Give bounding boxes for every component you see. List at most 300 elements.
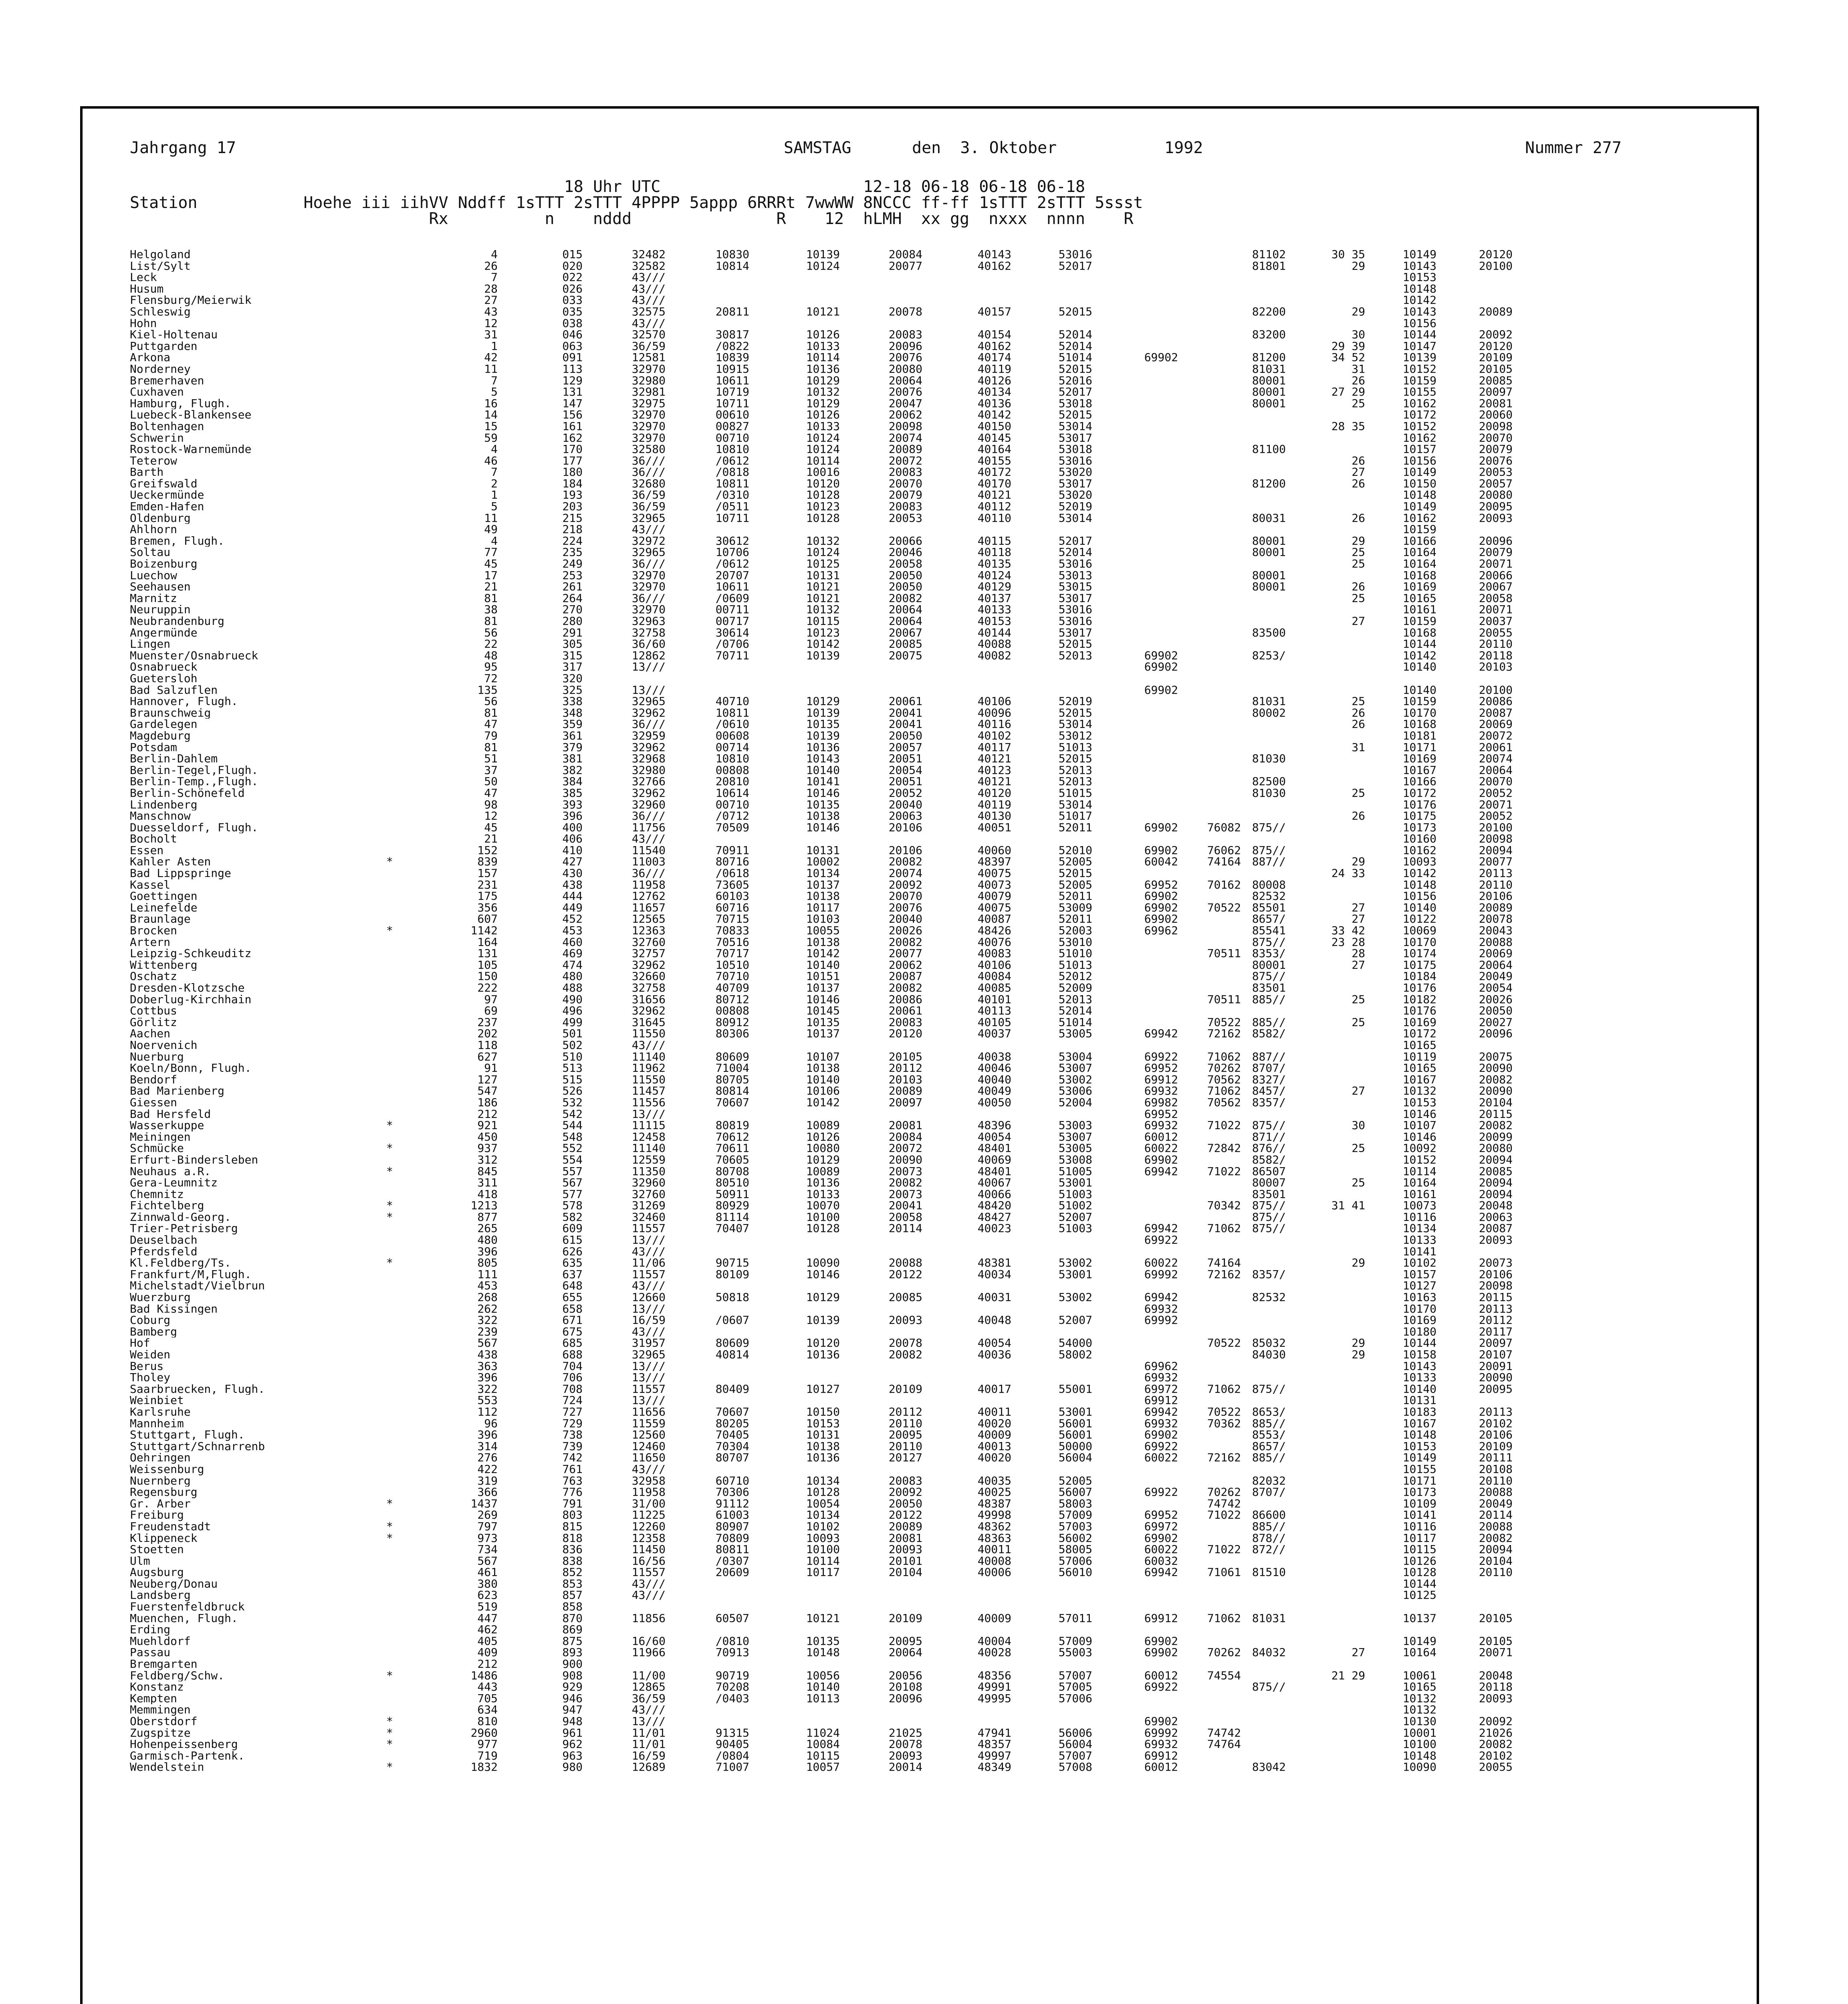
cell-hoehe: 47 xyxy=(484,719,498,730)
cell-flag xyxy=(386,1303,456,1315)
cell-iihvv: 32958 xyxy=(631,1475,666,1487)
cell-ff-ff xyxy=(1291,753,1370,765)
cell-hoehe: 97 xyxy=(484,994,498,1006)
cell-min2sttt: 20100 xyxy=(1479,684,1513,696)
cell-7wwww: 70262 xyxy=(1207,1063,1241,1074)
cell-max1sttt: 10149 xyxy=(1402,1452,1436,1464)
cell-station: Nuerburg xyxy=(130,1051,184,1063)
cell-min2sttt: 20094 xyxy=(1479,1188,1513,1200)
cell-max1sttt: 10146 xyxy=(1402,1108,1436,1120)
cell-nddff: /0618 xyxy=(715,868,749,879)
cell-1sttt: 10146 xyxy=(806,822,840,834)
table-row xyxy=(130,467,1713,478)
table-row xyxy=(130,1533,1713,1544)
cell-hoehe: 47 xyxy=(484,787,498,799)
cell-6rrrt: 69992 xyxy=(1144,1315,1178,1326)
cell-hoehe: 105 xyxy=(477,959,498,971)
cell-flag xyxy=(386,822,456,834)
cell-8nccc xyxy=(1246,868,1291,879)
cell-8nccc: 81510 xyxy=(1252,1567,1286,1578)
cell-max1sttt: 10116 xyxy=(1402,1521,1436,1533)
cell-2sttt: 20064 xyxy=(888,375,922,387)
cell-max1sttt: 10102 xyxy=(1402,1257,1436,1269)
cell-4pppp: 40036 xyxy=(977,1349,1011,1361)
table-row xyxy=(130,513,1713,524)
cell-iii: 853 xyxy=(562,1578,583,1590)
cell-flag xyxy=(386,868,456,879)
cell-hoehe: 12 xyxy=(484,317,498,329)
cell-min2sttt: 20104 xyxy=(1479,1097,1513,1109)
cell-hoehe: 607 xyxy=(477,913,498,925)
cell-6rrrt xyxy=(1097,616,1183,627)
cell-7wwww xyxy=(1183,960,1246,971)
cell-iihvv: 36/// xyxy=(631,868,666,879)
cell-iihvv: 11/01 xyxy=(631,1727,666,1739)
cell-1sttt: 10114 xyxy=(806,455,840,467)
cell-iihvv: 36/// xyxy=(631,467,666,478)
cell-7wwww xyxy=(1183,1280,1246,1292)
table-row xyxy=(130,845,1713,857)
cell-7wwww xyxy=(1183,1636,1246,1647)
cell-6rrrt xyxy=(1097,696,1183,707)
cell-1sttt: 10056 xyxy=(806,1670,840,1682)
cell-7wwww: 71062 xyxy=(1207,1223,1241,1235)
cell-6rrrt xyxy=(1097,272,1183,283)
cell-hoehe: 16 xyxy=(484,398,498,410)
cell-iihvv: 12559 xyxy=(631,1154,666,1166)
cell-min2sttt: 20082 xyxy=(1479,1532,1513,1544)
cell-4pppp xyxy=(927,673,1016,685)
cell-nddff: 70405 xyxy=(715,1429,749,1441)
cell-5appp: 53017 xyxy=(1058,592,1092,604)
cell-1sttt: 10129 xyxy=(806,696,840,707)
table-row xyxy=(130,581,1713,593)
cell-max1sttt: 10169 xyxy=(1402,1315,1436,1326)
cell-6rrrt xyxy=(1097,329,1183,341)
cell-1sttt: 10139 xyxy=(806,707,840,719)
cell-2sttt: 20080 xyxy=(888,363,922,375)
cell-flag xyxy=(386,810,456,822)
cell-flag xyxy=(386,501,456,513)
cell-5appp: 52015 xyxy=(1058,638,1092,650)
cell-max1sttt: 10159 xyxy=(1402,616,1436,627)
cell-nddff xyxy=(670,661,754,673)
cell-min2sttt xyxy=(1441,524,1517,535)
cell-iihvv: 32970 xyxy=(631,581,666,593)
cell-iihvv: 11958 xyxy=(631,879,666,891)
cell-ff-ff: 27 29 xyxy=(1331,386,1365,398)
cell-nddff: 10614 xyxy=(715,787,749,799)
cell-hoehe: 450 xyxy=(477,1131,498,1143)
cell-nddff: 00808 xyxy=(715,1005,749,1017)
cell-6rrrt xyxy=(1097,673,1183,685)
cell-hoehe: 322 xyxy=(477,1315,498,1326)
cell-nddff: 80705 xyxy=(715,1074,749,1086)
cell-7wwww: 70262 xyxy=(1207,1487,1241,1498)
cell-7wwww: 71062 xyxy=(1207,1051,1241,1063)
cell-7wwww xyxy=(1183,535,1246,547)
cell-nddff: 80306 xyxy=(715,1028,749,1040)
cell-8nccc xyxy=(1246,1556,1291,1567)
table-row xyxy=(130,272,1713,283)
cell-nddff: 70911 xyxy=(715,844,749,857)
cell-hoehe: 127 xyxy=(477,1074,498,1086)
cell-hoehe: 269 xyxy=(477,1509,498,1521)
cell-5appp: 57006 xyxy=(1058,1555,1092,1567)
cell-iii: 685 xyxy=(562,1337,583,1349)
cell-station: Arkona xyxy=(130,352,171,364)
cell-8nccc xyxy=(1246,467,1291,478)
cell-iihvv xyxy=(587,1624,670,1636)
cell-flag xyxy=(386,638,456,650)
cell-min2sttt: 20095 xyxy=(1479,1383,1513,1395)
cell-iii: 177 xyxy=(562,455,583,467)
cell-7wwww: 70342 xyxy=(1207,1200,1241,1212)
cell-8nccc xyxy=(1246,1704,1291,1716)
cell-ff-ff: 29 xyxy=(1352,856,1365,868)
cell-7wwww xyxy=(1183,455,1246,467)
cell-iii: 396 xyxy=(562,810,583,822)
cell-min2sttt: 20071 xyxy=(1479,604,1513,616)
cell-iii: 688 xyxy=(562,1349,583,1361)
cell-7wwww: 70362 xyxy=(1207,1418,1241,1430)
table-row xyxy=(130,1017,1713,1028)
table-row xyxy=(130,1234,1713,1246)
cell-max1sttt: 10125 xyxy=(1402,1590,1436,1602)
cell-4pppp: 40142 xyxy=(977,409,1011,421)
cell-nddff: 10830 xyxy=(715,249,749,261)
cell-iihvv: 32960 xyxy=(631,799,666,811)
cell-nddff xyxy=(670,1109,754,1120)
cell-hoehe: 42 xyxy=(484,352,498,364)
cell-station: Wuerzburg xyxy=(130,1292,191,1303)
cell-4pppp: 40088 xyxy=(977,638,1011,650)
cell-iihvv: 32482 xyxy=(631,249,666,261)
cell-1sttt: 10131 xyxy=(806,570,840,582)
table-row xyxy=(130,1337,1713,1349)
cell-station: Ueckermünde xyxy=(130,489,204,501)
cell-4pppp: 40115 xyxy=(977,535,1011,547)
table-row xyxy=(130,730,1713,742)
cell-8nccc: 885// xyxy=(1252,1016,1286,1028)
cell-station: Wittenberg xyxy=(130,959,198,971)
cell-6rrrt: 60022 xyxy=(1144,1544,1178,1556)
cell-iihvv: 32968 xyxy=(631,753,666,765)
cell-5appp xyxy=(1016,1601,1097,1613)
table-row xyxy=(130,673,1713,685)
cell-6rrrt: 60012 xyxy=(1144,1131,1178,1143)
cell-8nccc xyxy=(1246,1303,1291,1315)
cell-nddff: 80409 xyxy=(715,1383,749,1395)
cell-iii: 671 xyxy=(562,1315,583,1326)
cell-8nccc xyxy=(1246,1040,1291,1051)
cell-max1sttt: 10170 xyxy=(1402,936,1436,948)
cell-2sttt: 20057 xyxy=(888,741,922,754)
cell-1sttt: 10115 xyxy=(806,616,840,627)
cell-2sttt: 20061 xyxy=(888,1005,922,1017)
cell-2sttt: 20097 xyxy=(888,1097,922,1109)
cell-2sttt: 20050 xyxy=(888,570,922,582)
cell-nddff: 00710 xyxy=(715,799,749,811)
cell-2sttt xyxy=(845,1303,927,1315)
cell-2sttt xyxy=(845,295,927,306)
cell-ff-ff: 29 39 xyxy=(1331,340,1365,352)
cell-min2sttt: 20110 xyxy=(1479,879,1513,891)
cell-4pppp: 40112 xyxy=(977,501,1011,513)
cell-max1sttt: 10167 xyxy=(1402,1074,1436,1086)
cell-ff-ff xyxy=(1291,1578,1370,1590)
cell-min2sttt: 20109 xyxy=(1479,1440,1513,1452)
cell-nddff: 50911 xyxy=(715,1188,749,1200)
cell-iihvv: 13/// xyxy=(631,1303,666,1315)
cell-ff-ff xyxy=(1291,1303,1370,1315)
cell-ff-ff xyxy=(1291,604,1370,616)
cell-7wwww xyxy=(1183,1315,1246,1326)
table-row xyxy=(130,1085,1713,1097)
cell-iii: 557 xyxy=(562,1166,583,1178)
cell-station: Fuerstenfeldbruck xyxy=(130,1601,245,1613)
cell-flag xyxy=(386,696,456,707)
cell-iii: 449 xyxy=(562,902,583,914)
cell-flag xyxy=(386,1441,456,1452)
cell-8nccc xyxy=(1246,421,1291,432)
cell-2sttt: 20089 xyxy=(888,1085,922,1097)
cell-station: Berlin-Schönefeld xyxy=(130,787,245,799)
cell-station: Magdeburg xyxy=(130,730,191,742)
cell-hoehe: 21 xyxy=(484,581,498,593)
cell-2sttt xyxy=(845,661,927,673)
cell-8nccc xyxy=(1246,1750,1291,1762)
cell-station: Giessen xyxy=(130,1097,178,1109)
cell-iii: 738 xyxy=(562,1429,583,1441)
cell-ff-ff xyxy=(1291,1681,1370,1693)
cell-6rrrt xyxy=(1097,604,1183,616)
table-row xyxy=(130,409,1713,421)
cell-1sttt: 10133 xyxy=(806,340,840,352)
cell-1sttt: 10131 xyxy=(806,1429,840,1441)
cell-5appp xyxy=(1016,1280,1097,1292)
cell-nddff: 40710 xyxy=(715,696,749,707)
cell-ff-ff: 34 52 xyxy=(1331,352,1365,364)
table-row xyxy=(130,386,1713,398)
cell-6rrrt: 69932 xyxy=(1144,1739,1178,1750)
cell-min2sttt: 20092 xyxy=(1479,329,1513,341)
cell-2sttt: 20050 xyxy=(888,581,922,593)
cell-4pppp xyxy=(927,1361,1016,1372)
cell-2sttt: 20081 xyxy=(888,1532,922,1544)
cell-4pppp xyxy=(927,1280,1016,1292)
cell-1sttt: 10135 xyxy=(806,1016,840,1028)
cell-flag xyxy=(386,1315,456,1326)
cell-7wwww xyxy=(1183,306,1246,318)
cell-6rrrt: 69902 xyxy=(1144,1532,1178,1544)
table-row xyxy=(130,1257,1713,1269)
cell-ff-ff: 30 xyxy=(1352,1120,1365,1131)
cell-min2sttt: 20086 xyxy=(1479,696,1513,707)
cell-6rrrt: 69912 xyxy=(1144,1395,1178,1406)
cell-hoehe: 4 xyxy=(491,444,498,455)
cell-2sttt xyxy=(845,1234,927,1246)
cell-flag xyxy=(386,558,456,570)
cell-min2sttt: 20100 xyxy=(1479,822,1513,834)
cell-max1sttt: 10153 xyxy=(1402,1097,1436,1109)
cell-7wwww xyxy=(1183,753,1246,765)
cell-station: Boltenhagen xyxy=(130,420,204,432)
cell-8nccc xyxy=(1246,1246,1291,1258)
cell-ff-ff: 26 xyxy=(1352,810,1365,822)
cell-ff-ff: 29 xyxy=(1352,306,1365,318)
cell-5appp: 53014 xyxy=(1058,719,1092,730)
cell-7wwww xyxy=(1183,1349,1246,1361)
cell-min2sttt: 20105 xyxy=(1479,1612,1513,1624)
cell-station: Weissenburg xyxy=(130,1463,204,1475)
cell-nddff: /0822 xyxy=(715,340,749,352)
cell-hoehe: 322 xyxy=(477,1383,498,1395)
cell-min2sttt: 20109 xyxy=(1479,352,1513,364)
cell-8nccc xyxy=(1246,409,1291,421)
cell-min2sttt: 20096 xyxy=(1479,1028,1513,1040)
cell-hoehe: 22 xyxy=(484,638,498,650)
cell-5appp: 57003 xyxy=(1058,1521,1092,1533)
cell-1sttt: 10146 xyxy=(806,1269,840,1281)
cell-ff-ff xyxy=(1291,1693,1370,1705)
cell-min2sttt: 20055 xyxy=(1479,627,1513,639)
cell-7wwww: 71062 xyxy=(1207,1612,1241,1624)
cell-ff-ff xyxy=(1291,1613,1370,1624)
cell-4pppp: 40155 xyxy=(977,455,1011,467)
cell-max1sttt: 10173 xyxy=(1402,822,1436,834)
cell-flag: * xyxy=(386,1670,393,1682)
cell-max1sttt: 10144 xyxy=(1402,329,1436,341)
cell-4pppp: 40143 xyxy=(977,249,1011,261)
table-row xyxy=(130,1487,1713,1498)
cell-hoehe: 1486 xyxy=(470,1670,498,1682)
cell-iihvv: 32760 xyxy=(631,1188,666,1200)
cell-hoehe: 96 xyxy=(484,1418,498,1430)
cell-nddff xyxy=(670,1372,754,1384)
cell-8nccc: 8253/ xyxy=(1252,650,1286,662)
cell-min2sttt: 20074 xyxy=(1479,753,1513,765)
cell-max1sttt: 10143 xyxy=(1402,306,1436,318)
cell-2sttt: 20082 xyxy=(888,856,922,868)
cell-nddff: 70611 xyxy=(715,1143,749,1154)
table-row xyxy=(130,1762,1713,1773)
cell-iii: 900 xyxy=(562,1659,583,1670)
cell-6rrrt xyxy=(1097,1212,1183,1223)
cell-hoehe: 43 xyxy=(484,306,498,318)
cell-iii: 578 xyxy=(562,1200,583,1212)
cell-min2sttt xyxy=(1441,318,1517,329)
cell-iii: 253 xyxy=(562,570,583,582)
cell-flag xyxy=(386,513,456,524)
cell-iihvv: 16/59 xyxy=(631,1315,666,1326)
cell-2sttt: 20056 xyxy=(888,1670,922,1682)
cell-7wwww xyxy=(1183,375,1246,387)
cell-ff-ff xyxy=(1291,489,1370,501)
cell-7wwww xyxy=(1183,696,1246,707)
cell-4pppp: 40075 xyxy=(977,868,1011,879)
cell-flag xyxy=(386,329,456,341)
cell-2sttt xyxy=(845,1464,927,1475)
cell-nddff xyxy=(670,1361,754,1372)
cell-iii: 704 xyxy=(562,1360,583,1372)
cell-station: Oberstdorf xyxy=(130,1716,198,1727)
cell-max1sttt: 10157 xyxy=(1402,1269,1436,1281)
cell-1sttt xyxy=(754,1578,845,1590)
cell-hoehe: 567 xyxy=(477,1337,498,1349)
cell-iii: 962 xyxy=(562,1739,583,1750)
cell-8nccc xyxy=(1246,1659,1291,1670)
cell-station: Freudenstadt xyxy=(130,1521,211,1533)
cell-6rrrt: 60022 xyxy=(1144,1452,1178,1464)
cell-nddff: 80912 xyxy=(715,1016,749,1028)
cell-flag xyxy=(386,478,456,490)
cell-station: Hohenpeissenberg xyxy=(130,1739,238,1750)
cell-ff-ff: 29 xyxy=(1352,1337,1365,1349)
cell-4pppp xyxy=(927,295,1016,306)
cell-nddff: 20810 xyxy=(715,776,749,788)
cell-4pppp: 40051 xyxy=(977,822,1011,834)
cell-8nccc: 85501 xyxy=(1252,902,1286,914)
cell-1sttt: 10093 xyxy=(806,1532,840,1544)
cell-station: Konstanz xyxy=(130,1681,184,1693)
cell-1sttt: 10126 xyxy=(806,409,840,421)
cell-min2sttt: 20080 xyxy=(1479,1143,1513,1154)
cell-8nccc: 8553/ xyxy=(1252,1429,1286,1441)
cell-ff-ff: 28 xyxy=(1352,948,1365,960)
cell-max1sttt: 10172 xyxy=(1402,787,1436,799)
cell-4pppp: 48357 xyxy=(977,1739,1011,1750)
cell-flag xyxy=(386,788,456,799)
cell-iii: 291 xyxy=(562,627,583,639)
table-row xyxy=(130,1624,1713,1636)
cell-5appp xyxy=(1016,1590,1097,1601)
cell-iii: 857 xyxy=(562,1590,583,1602)
cell-flag: * xyxy=(386,1211,393,1223)
cell-station: Karlsruhe xyxy=(130,1406,191,1418)
cell-station: Angermünde xyxy=(130,627,198,639)
cell-iihvv: 32965 xyxy=(631,696,666,707)
cell-6rrrt: 69912 xyxy=(1144,1074,1178,1086)
cell-6rrrt xyxy=(1097,306,1183,318)
cell-4pppp: 40083 xyxy=(977,948,1011,960)
table-row xyxy=(130,879,1713,891)
cell-station: Augsburg xyxy=(130,1567,184,1578)
cell-flag xyxy=(386,1005,456,1017)
cell-8nccc: 8657/ xyxy=(1252,913,1286,925)
cell-5appp xyxy=(1016,1395,1097,1406)
cell-ff-ff xyxy=(1291,1521,1370,1533)
cell-4pppp: 40101 xyxy=(977,994,1011,1006)
cell-hoehe: 26 xyxy=(484,260,498,272)
cell-flag xyxy=(386,1131,456,1143)
cell-1sttt: 10124 xyxy=(806,547,840,559)
cell-iii: 385 xyxy=(562,787,583,799)
cell-flag xyxy=(386,1085,456,1097)
cell-nddff xyxy=(670,1578,754,1590)
cell-min2sttt: 20094 xyxy=(1479,844,1513,857)
cell-6rrrt xyxy=(1097,249,1183,261)
cell-ff-ff: 26 xyxy=(1352,707,1365,719)
cell-5appp: 56001 xyxy=(1058,1429,1092,1441)
cell-4pppp: 40120 xyxy=(977,787,1011,799)
cell-hoehe: 7 xyxy=(491,467,498,478)
cell-7wwww xyxy=(1183,742,1246,754)
cell-8nccc xyxy=(1246,593,1291,604)
cell-max1sttt: 10166 xyxy=(1402,776,1436,788)
cell-6rrrt xyxy=(1097,1177,1183,1189)
cell-hoehe: 11 xyxy=(484,363,498,375)
